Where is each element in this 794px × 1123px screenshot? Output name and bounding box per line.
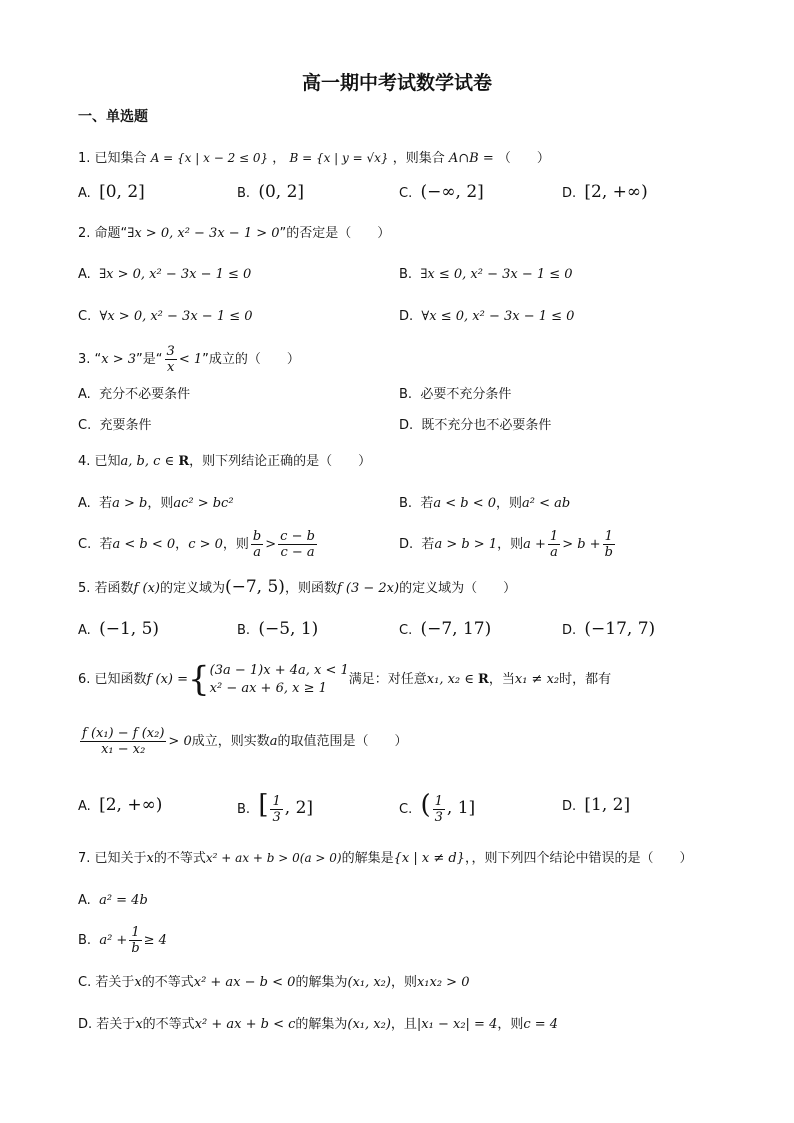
option-expr: |x₁ − x₂| = 4 [416,1017,498,1032]
option-label: A. [78,267,91,282]
option-expr: c = 4 [523,1017,559,1032]
option-value: [2, +∞) [99,795,163,815]
q3-mid: ”是“ [136,352,163,367]
q7-option-d [78,1015,558,1035]
fraction-denominator: 3 [272,810,281,825]
q4-expr: a, b, c ∈ [120,454,179,469]
option-text: 的解集为 [295,1017,348,1032]
option-label: D. [78,1017,93,1032]
fraction [129,925,141,956]
q6-option-c [399,785,475,830]
option-label: C. [399,186,413,201]
q3-prefix: 3. “ [78,352,102,367]
q6-option-d [562,795,630,817]
option-value: , 1] [446,798,476,818]
q1-sep: ， [272,151,286,166]
option-expr: x² + ax + b < c [194,1017,296,1032]
q1-set-b-right: } [380,151,389,165]
q5-option-b [237,619,318,641]
fraction [603,529,615,560]
option-label: C. [78,975,92,990]
question-7 [78,848,692,869]
section-heading: 一、单选题 [78,109,148,125]
question-3 [78,344,300,376]
q5-function: f (3 − 2x) [336,581,400,596]
option-label: B. [399,496,413,511]
option-value: [2, +∞) [584,182,648,202]
q7-var: x [146,851,154,866]
option-expr: a > b > 1 [434,537,498,552]
option-value: (0, 2] [258,182,305,202]
q4-option-b [399,494,570,514]
fraction [251,529,263,560]
option-text: 若 [420,496,434,511]
option-expr: a < b < 0 [112,537,176,552]
fraction-denominator: a [253,545,261,560]
q3-expr-2: < 1 [178,352,203,367]
q6-fraction [80,726,166,757]
fraction-numerator: 1 [129,925,141,941]
q6-var: a [269,734,278,749]
q6-option-b [237,785,313,830]
option-text: ，且 [390,1017,417,1032]
option-label: B. [237,802,251,817]
option-value: [1, 2] [584,795,631,815]
option-value: [0, 2] [99,182,145,202]
option-expr: a + [523,537,546,552]
option-text: 的不等式 [141,975,194,990]
q6-prefix: 6. 已知函数 [78,672,147,687]
option-value: (−1, 5) [99,619,160,639]
q3-option-c [78,416,152,436]
fraction-denominator: x₁ − x₂ [101,742,146,757]
q7-inequality: x² + ax + b > 0(a > 0) [205,851,342,865]
option-label: D. [562,623,577,638]
option-label: C. [399,623,413,638]
option-value: (−7, 17) [420,619,492,639]
option-text: ，则 [496,496,523,511]
option-text: ，则 [497,537,524,552]
bracket: ( [420,790,431,820]
q2-suffix: ”的否定是（ ） [279,226,391,241]
q4-option-c [78,529,319,561]
q3-expr-1: x > 3 [101,352,137,367]
q6-reals: R [478,672,489,687]
option-expr: > b + [562,537,601,552]
q6-gt: > 0 [168,734,192,749]
q5-text: 的定义域为 [159,581,225,596]
option-text: ，则 [222,537,249,552]
option-expr: a < b < 0 [433,496,497,511]
q7-option-b [78,925,167,957]
option-label: D. [562,799,577,814]
q1-option-a [78,182,145,204]
option-label: D. [399,418,414,433]
option-label: A. [78,496,91,511]
piecewise-cases [210,662,349,698]
fraction-numerator: c − b [280,529,315,544]
option-label: C. [78,418,92,433]
q7-option-c [78,973,469,993]
option-text: 的解集为 [295,975,348,990]
fraction-numerator: f (x₁) − f (x₂) [82,726,165,741]
q4-reals: R [178,454,190,469]
q4-option-a [78,494,234,514]
q5-function: f (x) [133,581,160,596]
q7-text: 的解集是 [341,851,394,866]
fraction-numerator: 3 [166,344,175,359]
option-label: B. [237,623,251,638]
fraction [270,794,282,825]
q7-text: 的不等式 [153,851,206,866]
q4-prefix: 4. 已知 [78,454,121,469]
option-label: A. [78,623,91,638]
option-text: 的不等式 [142,1017,195,1032]
question-2 [78,224,390,244]
question-4 [78,452,371,472]
fraction-numerator: 1 [549,529,559,544]
fraction-numerator: 1 [272,794,281,809]
option-text: 若关于 [96,1017,136,1032]
q5-suffix: 的定义域为（ ） [399,581,517,596]
option-expr: x₁x₂ > 0 [416,975,470,990]
q3-option-a [78,385,190,405]
option-label: B. [237,186,251,201]
q4-option-d [399,529,617,561]
option-text: 若 [99,537,113,552]
q1-mid: ，则集合 [392,151,445,166]
fraction-numerator: 1 [434,794,443,809]
q7-set: {x | x ≠ d} [393,851,465,866]
q1-option-c [399,182,484,204]
piecewise-case-2: x² − ax + 6, x ≥ 1 [209,680,327,696]
q5-option-c [399,619,491,641]
question-6-line-2 [78,722,408,762]
q1-set-b-sqrt: √x [366,151,381,165]
option-text: 若关于 [95,975,135,990]
option-label: A. [78,387,91,402]
option-text: ， [175,537,189,552]
q1-set-a: A = {x | x − 2 ≤ 0} [150,151,269,165]
option-value: 充要条件 [99,418,152,433]
fraction [433,794,445,825]
option-text: 若 [421,537,435,552]
fraction-denominator: c − a [280,545,315,560]
fraction-numerator: b [252,529,262,544]
q2-option-c [78,307,253,327]
option-value: (−17, 7) [584,619,656,639]
option-expr: (x₁, x₂) [347,975,391,990]
option-label: B. [399,267,413,282]
fraction [278,529,317,560]
option-label: D. [562,186,577,201]
option-value: ∀x ≤ 0, x² − 3x − 1 ≤ 0 [421,309,575,324]
q6-text: 的取值范围是（ ） [277,734,408,749]
q6-neq: x₁ ≠ x₂ [514,672,560,687]
q7-option-a [78,891,148,911]
q2-option-b [399,265,573,285]
q6-suffix: 时，都有 [559,672,612,687]
q6-option-a [78,795,162,817]
option-label: C. [399,802,413,817]
q5-option-a [78,619,159,641]
q3-suffix: ”成立的（ ） [202,352,300,367]
option-expr: a > b [112,496,148,511]
q6-vars: x₁, x₂ ∈ [426,672,479,687]
q5-domain: (−7, 5) [224,577,285,597]
option-label: B. [78,933,92,948]
option-expr: > [265,537,277,552]
option-text: 若 [99,496,113,511]
option-label: D. [399,537,414,552]
q6-text: 满足：对任意 [348,672,427,687]
page-title: 高一期中考试数学试卷 [301,72,492,94]
q4-suffix: ，则下列结论正确的是（ ） [189,454,372,469]
question-1 [78,148,550,169]
option-text: ，则 [147,496,174,511]
q1-set-b-left: B = {x | y = [289,151,367,165]
option-label: D. [399,309,414,324]
fraction-numerator: 1 [603,529,615,545]
option-expr: a² = 4b [99,893,148,908]
option-expr: (x₁, x₂) [347,1017,391,1032]
option-expr: ≥ 4 [143,933,167,948]
bracket: [ [258,790,269,820]
fraction-denominator: x [167,360,175,375]
option-expr: a² + [99,933,128,948]
q1-option-d [562,182,648,204]
option-label: C. [78,309,92,324]
q6-text: ，当 [488,672,515,687]
q2-prefix: 2. 命题“ [78,226,128,241]
fraction [548,529,560,560]
q6-function: f (x) = [146,672,188,687]
option-expr: x² + ax − b < 0 [193,975,296,990]
q2-option-a [78,265,251,285]
q6-text: 成立，则实数 [191,734,270,749]
option-text: ，则 [497,1017,524,1032]
q3-option-b [399,385,511,405]
question-6 [78,660,611,700]
option-label: B. [399,387,413,402]
option-expr: c > 0 [188,537,223,552]
q3-fraction [165,344,177,375]
q5-text: ，则函数 [284,581,337,596]
q7-prefix: 7. 已知关于 [78,851,147,866]
option-value: 既不充分也不必要条件 [421,418,552,433]
option-expr: x [134,975,142,990]
option-value: , 2] [284,798,314,818]
piecewise-case-1: (3a − 1)x + 4a, x < 1 [209,662,349,678]
q3-option-d [399,416,551,436]
option-value: ∃x ≤ 0, x² − 3x − 1 ≤ 0 [420,267,573,282]
piecewise-brace: { [188,659,210,700]
option-value: (−∞, 2] [420,182,484,202]
q7-suffix: ，，则下列四个结论中错误的是（ ） [464,851,693,866]
option-value: ∀x > 0, x² − 3x − 1 ≤ 0 [99,309,253,324]
option-expr: x [135,1017,143,1032]
q2-expr: ∃x > 0, x² − 3x − 1 > 0 [127,226,280,241]
option-text: ，则 [390,975,417,990]
q1-prefix: 1. 已知集合 [78,151,147,166]
option-value: 充分不必要条件 [99,387,191,402]
option-value: (−5, 1) [258,619,319,639]
q5-option-d [562,619,655,641]
q2-option-d [399,307,574,327]
option-expr: a² < ab [522,496,571,511]
fraction-denominator: b [604,545,613,560]
fraction-denominator: b [131,941,140,956]
q1-suffix: （ ） [497,151,550,166]
q1-expr: A∩B = [448,151,494,166]
option-label: A. [78,799,91,814]
question-5 [78,577,516,599]
option-label: C. [78,537,92,552]
q1-option-b [237,182,304,204]
option-value: ∃x > 0, x² − 3x − 1 ≤ 0 [99,267,252,282]
option-expr: ac² > bc² [173,496,234,511]
option-label: A. [78,186,91,201]
q5-prefix: 5. 若函数 [78,581,134,596]
fraction-denominator: a [550,545,558,560]
fraction-denominator: 3 [434,810,443,825]
option-label: A. [78,893,91,908]
option-value: 必要不充分条件 [420,387,512,402]
